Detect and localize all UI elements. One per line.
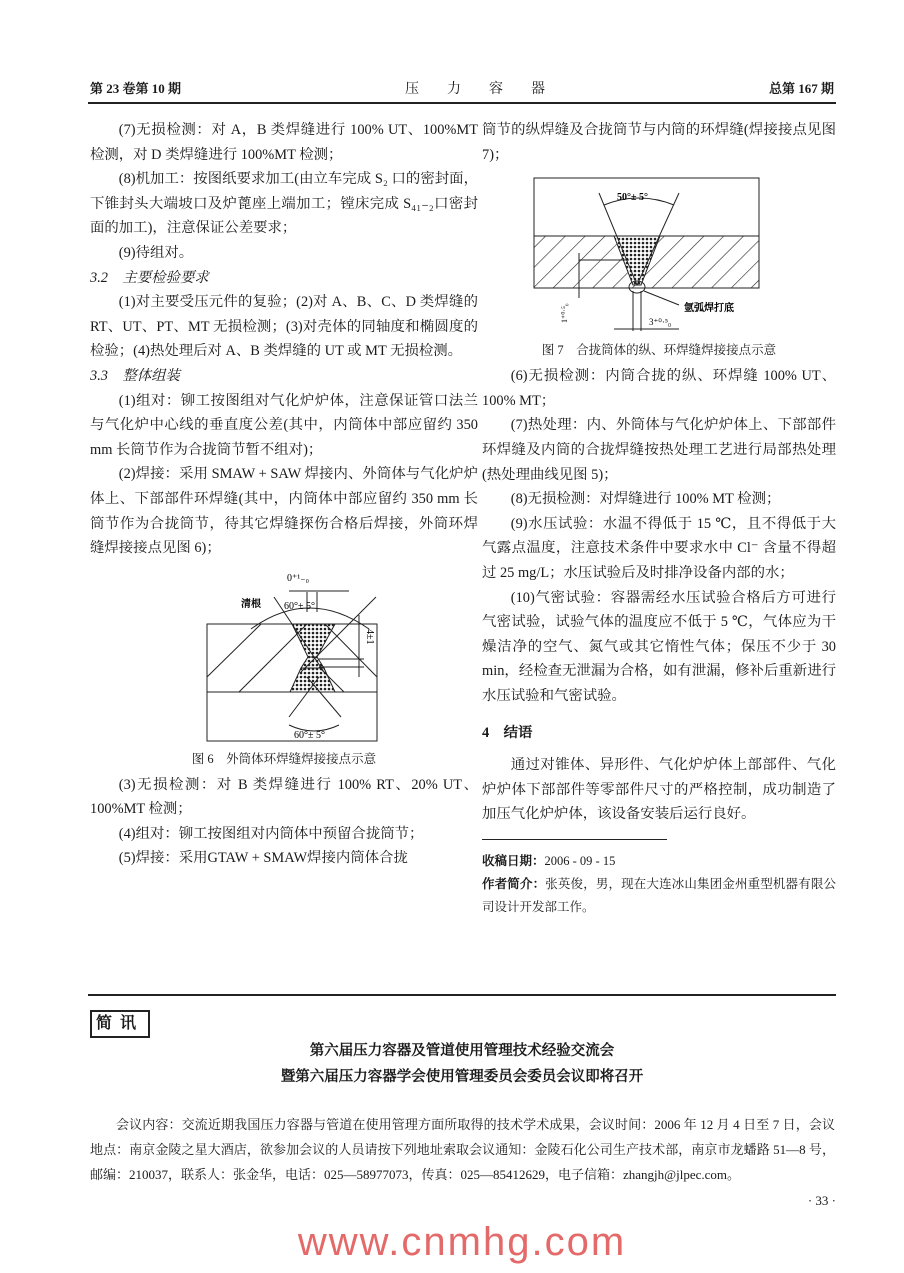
para-3-2: (1)对主要受压元件的复验；(2)对 A、B、C、D 类焊缝的 RT、UT、PT、MT 无损检测；(3)对壳体的同轴度和椭圆度的检验；(4)热处理后对 A、B 类焊缝的 UT 或 MT 无损检测。 (90, 294, 478, 360)
header-issue: 总第 167 期 (768, 81, 834, 96)
fig6-root-label: 清根 (241, 598, 261, 610)
footnote-rule (482, 839, 667, 841)
para-r8: (8)无损检测：对焊缝进行 100% MT 检测； (510, 491, 781, 508)
figure-6-caption: 图 6 外筒体环焊缝焊接接点示意 (191, 751, 377, 766)
news-label: 简讯 (90, 1010, 150, 1038)
header-journal-title: 压 力 容 器 (405, 82, 545, 97)
heading-4: 4 结语 (482, 724, 533, 741)
para-9: (9)待组对。 (118, 244, 194, 261)
author-bio: 作者简介：张英俊，男，现在大连冰山集团金州重型机器有限公司设计开发部工作。 (482, 877, 836, 915)
fig7-angle-label: 50°± 5° (617, 192, 648, 204)
news-body: 会议内容：交流近期我国压力容器与管道在使用管理方面所取得的技术学术成果，会议时间：2006 年 12 月 4 日至 7 日，会议地点：南京金陵之星大酒店，欲参加会议的人员请按下列地址索取会议通知：金陵石化公司生产技术部，南京市龙蟠路 51—8 号，邮编：210037，联系人：张金华，电话：025—58977073，传真：025—85412629，电子信箱：zhangjh@jlpec.com。 (90, 1116, 835, 1182)
para-5-continued: 筒节的纵焊缝及合拢筒节与内筒的环焊缝(焊接接点见图 7)； (482, 122, 836, 163)
figure-6-diagram (179, 567, 389, 747)
fig6-bottom-angle: 60°± 5° (294, 729, 325, 741)
two-column-body (90, 118, 836, 988)
para-1: (1)组对：铆工按图组对气化炉炉体，注意保证管口法兰与气化炉中心线的垂直度公差(其中，内筒体中部应留约 350 mm 长筒节作为合拢筒节暂不组对)； (90, 392, 478, 458)
right-column (482, 118, 836, 919)
figure-7-caption: 图 7 合拢筒体的纵、环焊缝焊接接点示意 (541, 343, 777, 358)
section-rule (88, 994, 836, 996)
left-column (90, 118, 478, 871)
para-7: (7)无损检测：对 A，B 类焊缝进行 100% UT、100%MT 检测，对 D 类焊缝进行 100%MT 检测； (90, 122, 478, 163)
received-date: 收稿日期：2006 - 09 - 15 (482, 854, 616, 869)
para-r10: (10)气密试验：容器需经水压试验合格后方可进行气密试验，试验气体的温度应不低于 5 ℃，气体应为干燥洁净的空气、氮气或其它惰性气体；保压不少于 30 min，经检查无泄漏为合格，如有泄漏，修补后重新进行水压试验和气密试验。 (482, 589, 836, 704)
fig6-top-angle: 60°± 5° (284, 600, 315, 612)
header-rule (88, 102, 836, 104)
para-r6: (6)无损检测：内筒合拢的纵、环焊缝 100% UT、100% MT； (482, 368, 836, 409)
para-r7: (7)热处理：内、外筒体与气化炉炉体上、下部部件环焊缝及内筒的合拢焊缝按热处理工艺进行局部热处理(热处理曲线见图 5)； (482, 417, 836, 483)
page-header (0, 0, 904, 118)
fig6-gap-label: 0⁺¹₋₀ (287, 572, 310, 584)
fig6-depth-label: 4±1 (364, 628, 375, 645)
para-5: (5)焊接：采用GTAW + SMAW焊接内筒体合拢 (118, 850, 408, 867)
conclusion-para: 通过对锥体、异形件、气化炉炉体上部部件、气化炉炉体下部部件等零部件尺寸的严格控制，成功制造了加压气化炉炉体，该设备安装后运行良好。 (482, 757, 836, 823)
page-number: · 33 · (807, 1192, 836, 1208)
heading-3-2: 3.2 主要检验要求 (90, 269, 209, 286)
news-title-2: 暨第六届压力容器学会使用管理委员会委员会议即将召开 (280, 1068, 644, 1085)
para-3: (3)无损检测：对 B 类焊缝进行 100% RT、20% UT、100%MT 检测； (90, 776, 478, 818)
footnotes (482, 850, 836, 919)
heading-3-3: 3.3 整体组装 (90, 367, 180, 384)
para-4: (4)组对：铆工按图组对内筒体中预留合拢筒节； (118, 825, 424, 842)
para-r9: (9)水压试验：水温不得低于 15 ℃，且不得低于大气露点温度，注意技术条件中要求水中 Cl⁻ 含量不得超过 25 mg/L；水压试验后及时排净设备内部的水； (482, 515, 836, 581)
fig7-gap-label: 3⁺⁰·⁵₀ (649, 317, 672, 328)
figure-7-diagram (529, 173, 789, 338)
fig7-argon-label: 氩弧焊打底 (684, 303, 734, 315)
news-title-1: 第六届压力容器及管道使用管理技术经验交流会 (309, 1042, 615, 1059)
para-8: (8)机加工：按图纸要求加工(由立车完成 S₂ 口的密封面，下锥封头大端坡口及炉蓖座上端加工；镗床完成 S₄₁₋₂口密封面的加工)，注意保证公差要求； (90, 171, 478, 237)
news-section (88, 994, 836, 1267)
fig7-height-label: 1⁺⁰·⁵₀ (560, 303, 569, 324)
header-volume: 第 23 卷第 10 期 (90, 81, 182, 96)
para-2: (2)焊接：采用 SMAW + SAW 焊接内、外筒体与气化炉炉体上、下部部件环焊缝(其中，内筒体中部应留约 350 mm 长筒节作为合拢筒节，待其它焊缝探伤合格后焊接，外筒环焊缝焊接接点见图 6)； (90, 466, 478, 557)
watermark: www.cnmhg.com (297, 1219, 627, 1264)
